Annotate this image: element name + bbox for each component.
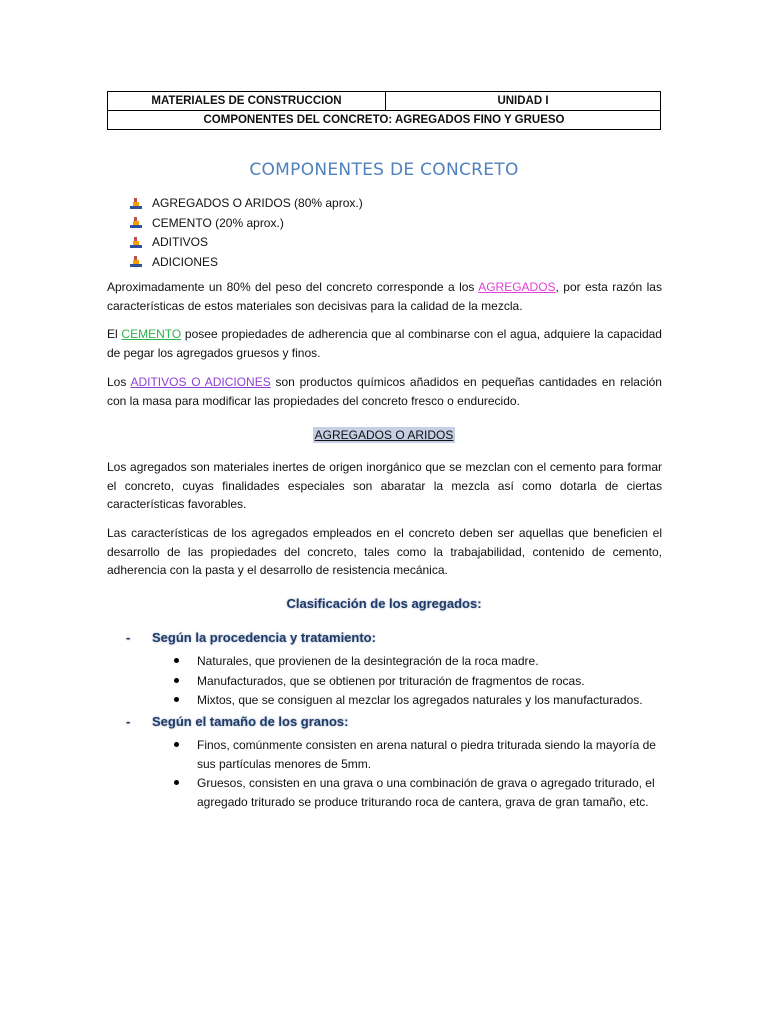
paragraph-text: Los [107,375,131,389]
list-item [130,194,363,214]
bullet-dot-icon [174,697,179,702]
classification-title: Clasificación de los agregados: [286,596,482,611]
list-item-label: Gruesos, consisten en una grava o una combinación de grava o agregado triturado, el agregado triturado se produce triturando roca de cantera, grava de gran tamaño, etc. [197,776,655,809]
group-heading-procedencia [126,630,376,645]
agregados-link[interactable]: AGREGADOS [478,280,556,294]
bullet-dot-icon [174,678,179,683]
arrow-bullet-icon [130,198,142,210]
cemento-link[interactable]: CEMENTO [121,327,182,341]
section-heading-text: AGREGADOS O ARIDOS [314,428,454,442]
paragraph-definicion: Los agregados son materiales inertes de origen inorgánico que se mezclan con el cemento para formar el concreto, cuyas finalidades especiales son abaratar la mezcla así como dotarla de ciertas características favorables. [107,460,662,511]
arrow-bullet-icon [130,237,142,249]
paragraph-caracteristicas: Las características de los agregados empleados en el concreto deben ser aquellas que beneficien el desarrollo de las propiedades del concreto, tales como la trabajabilidad, contenido de cemento, adherencia con la pasta y el desarrollo de resistencia mecánica. [107,526,662,577]
bullet-dot-icon [174,658,179,663]
paragraph-text: son productos químicos añadidos en pequeñas cantidades en relación con la masa para modificar las propiedades del concreto fresco o endurecido. [107,375,662,408]
list-item-label: AGREGADOS O ARIDOS (80% aprox.) [152,196,363,210]
list-item [172,736,662,773]
bullet-dot-icon [174,780,179,785]
list-item [172,652,662,671]
list-item-label: Naturales, que provienen de la desintegración de la roca madre. [197,654,539,668]
dash-bullet: - [126,714,131,729]
list-item [172,774,662,811]
paragraph-aditivos [107,373,662,410]
list-item-label: ADICIONES [152,254,219,269]
bullet-dot-icon [174,742,179,747]
paragraph-text: El [107,327,122,341]
list-item-label: Manufacturados, que se obtienen por trituración de fragmentos de rocas. [197,673,585,688]
group-heading-text: Según la procedencia y tratamiento: [152,630,376,645]
list-item [172,672,662,691]
tamano-list [172,736,662,812]
page-title: COMPONENTES DE CONCRETO [249,160,519,180]
list-item [130,214,363,234]
paragraph-text: Aproximadamente un 80% del peso del concreto corresponde a los [107,280,479,294]
paragraph-agregados [107,278,662,315]
list-item [130,253,363,273]
header-table [107,91,661,130]
components-list [130,194,363,272]
dash-bullet: - [126,630,131,645]
list-item-label: CEMENTO (20% aprox.) [152,215,284,230]
paragraph-text: , por esta razón las características de estos materiales son decisivas para la calidad de la mezcla. [107,280,662,313]
aditivos-link[interactable]: ADITIVOS O ADICIONES [130,375,271,389]
section-heading [0,426,768,444]
topic-cell: COMPONENTES DEL CONCRETO: AGREGADOS FINO Y GRUESO [108,111,661,130]
group-heading-text: Según el tamaño de los granos: [152,714,349,729]
list-item [130,233,363,253]
procedencia-list [172,652,662,711]
arrow-bullet-icon [130,256,142,268]
list-item-label: Mixtos, que se consiguen al mezclar los agregados naturales y los manufacturados. [197,693,643,707]
group-heading-tamano [126,714,348,729]
paragraph-cemento [107,325,662,362]
unit-cell: UNIDAD I [386,92,661,111]
list-item [172,691,662,710]
paragraph-text: posee propiedades de adherencia que al combinarse con el agua, adquiere la capacidad de pegar los agregados gruesos y finos. [107,327,662,360]
list-item-label: ADITIVOS [152,235,209,249]
list-item-label: Finos, comúnmente consisten en arena natural o piedra triturada siendo la mayoría de sus partículas menores de 5mm. [197,738,656,771]
arrow-bullet-icon [130,217,142,229]
subject-cell: MATERIALES DE CONSTRUCCION [108,92,386,111]
